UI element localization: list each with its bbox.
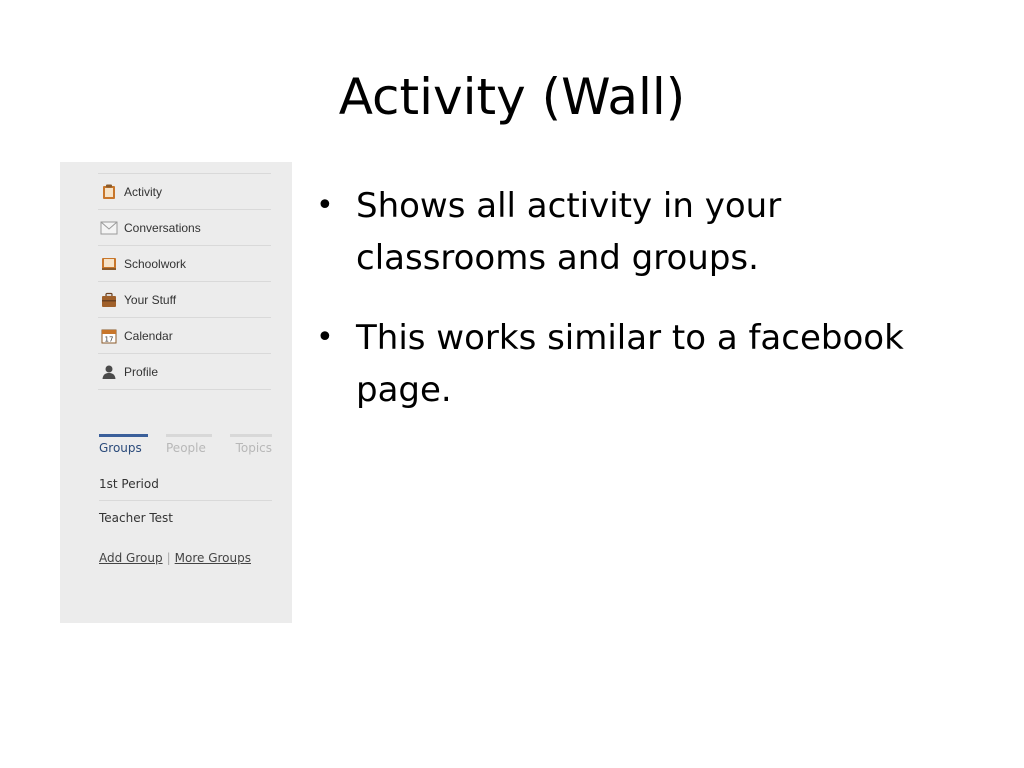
add-group-link[interactable]: Add Group bbox=[99, 551, 163, 565]
sidebar-item-schoolwork[interactable] bbox=[98, 246, 271, 282]
clipboard-icon bbox=[100, 183, 118, 201]
bullet-list bbox=[316, 180, 976, 444]
group-item-teacher-test[interactable]: Teacher Test bbox=[99, 511, 173, 525]
sidebar-item-calendar[interactable] bbox=[98, 318, 271, 354]
bullet-item bbox=[316, 180, 976, 284]
sidebar-item-label: Activity bbox=[124, 184, 163, 199]
briefcase-icon bbox=[100, 291, 118, 309]
more-groups-link[interactable]: More Groups bbox=[174, 551, 251, 565]
tab-groups[interactable]: Groups bbox=[99, 434, 148, 455]
sidebar-item-your-stuff[interactable] bbox=[98, 282, 271, 318]
sidebar-item-profile[interactable] bbox=[98, 354, 271, 390]
bullet-text: This works similar to a facebook page. bbox=[356, 318, 904, 410]
slide-title: Activity (Wall) bbox=[338, 68, 686, 126]
sidebar-item-label: Calendar bbox=[124, 328, 173, 343]
sidebar-item-label: Conversations bbox=[124, 220, 201, 235]
link-separator: | bbox=[166, 551, 171, 565]
sidebar-item-conversations[interactable] bbox=[98, 210, 271, 246]
sidebar-nav bbox=[98, 173, 271, 390]
group-item-1st-period[interactable]: 1st Period bbox=[99, 468, 272, 501]
bullet-dot: • bbox=[316, 188, 334, 223]
sidebar-item-activity[interactable] bbox=[98, 174, 271, 210]
tab-people[interactable]: People bbox=[166, 434, 212, 455]
bullet-text: Shows all activity in your classrooms and groups. bbox=[356, 186, 782, 278]
bullet-item bbox=[316, 312, 976, 416]
tab-topics[interactable]: Topics bbox=[230, 434, 272, 455]
bullet-dot: • bbox=[316, 320, 334, 355]
group-links bbox=[99, 551, 251, 565]
sidebar-item-label: Your Stuff bbox=[124, 292, 177, 307]
calendar-icon-day: 17 bbox=[104, 335, 114, 343]
person-icon bbox=[100, 363, 118, 381]
calendar-icon bbox=[100, 327, 118, 345]
sidebar-item-label: Profile bbox=[124, 364, 159, 379]
sidebar-item-label: Schoolwork bbox=[124, 256, 187, 271]
envelope-icon bbox=[100, 219, 118, 237]
groups-list bbox=[99, 468, 272, 536]
sidebar-screenshot bbox=[60, 162, 292, 623]
book-icon bbox=[100, 255, 118, 273]
groups-tabs bbox=[99, 434, 272, 455]
